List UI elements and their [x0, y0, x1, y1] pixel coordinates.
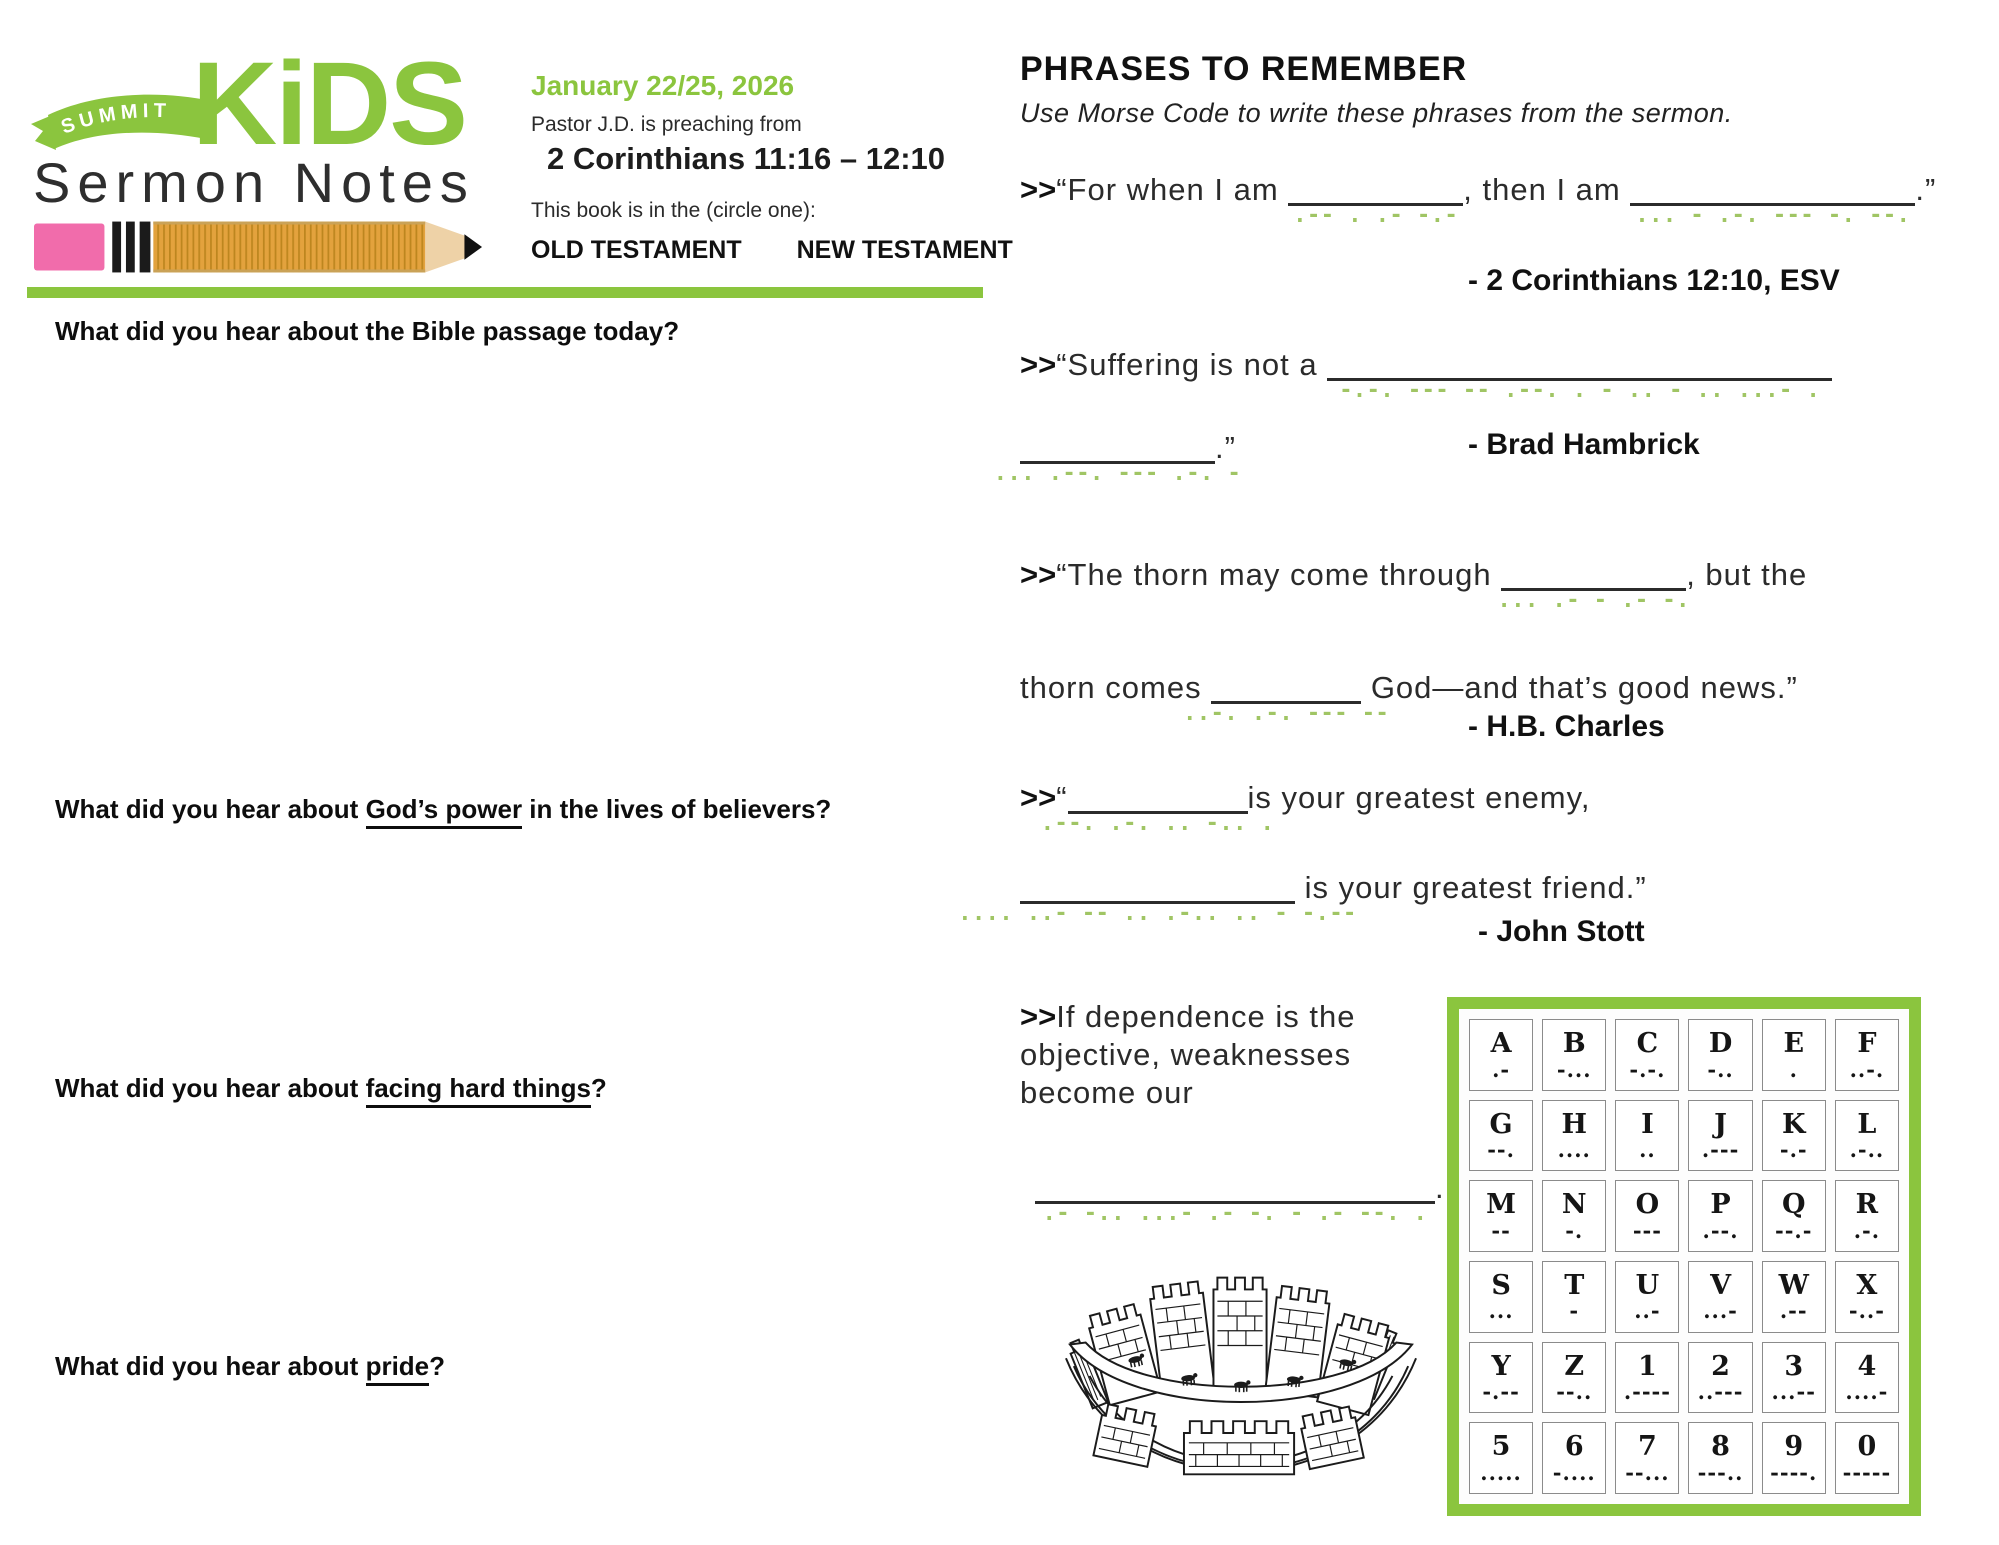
morse-cell-code: .---- — [1623, 1379, 1671, 1405]
logo-sermon-notes-subtitle: Sermon Notes — [33, 151, 475, 214]
morse-table-cell — [1835, 1261, 1899, 1333]
sermon-date: January 22/25, 2026 — [531, 70, 795, 101]
morse-cell-code: ... — [1488, 1298, 1514, 1324]
morse-table-cell — [1762, 1261, 1826, 1333]
morse-cell-character: 0 — [1857, 1431, 1877, 1463]
morse-table-cell — [1615, 1100, 1679, 1172]
question-gods-power: What did you hear about God’s power in the lives of believers? — [55, 794, 831, 825]
morse-code-table — [1447, 997, 1921, 1516]
morse-table-cell — [1469, 1180, 1533, 1252]
morse-table-cell — [1835, 1422, 1899, 1494]
morse-table-cell — [1542, 1342, 1606, 1414]
morse-cell-character: T — [1564, 1270, 1585, 1302]
fill-in-blank[interactable] — [1288, 175, 1463, 228]
morse-table-cell — [1469, 1422, 1533, 1494]
morse-table-cell — [1762, 1422, 1826, 1494]
morse-code-hint: .... ..- -- .. .-.. .. - -.-- — [958, 901, 1357, 926]
fill-in-blank[interactable] — [993, 433, 1242, 486]
morse-cell-character: 6 — [1564, 1431, 1584, 1463]
morse-table-cell — [1615, 1342, 1679, 1414]
morse-table-cell — [1542, 1100, 1606, 1172]
morse-cell-character: 9 — [1784, 1431, 1804, 1463]
chevron-marker: >> — [1020, 999, 1057, 1034]
morse-table-cell — [1835, 1180, 1899, 1252]
question-facing-hard-things: What did you hear about facing hard things? — [55, 1073, 607, 1104]
phrase-dependence-blank: .- -.. ...- .- -. - .- --. . . — [1035, 1168, 1445, 1208]
morse-cell-character: Z — [1564, 1350, 1585, 1382]
morse-cell-code: --.. — [1556, 1379, 1593, 1405]
morse-cell-code: ...-- — [1771, 1379, 1816, 1405]
question-pride: What did you hear about pride? — [55, 1351, 445, 1382]
fill-in-blank[interactable] — [1183, 673, 1390, 726]
morse-table-cell — [1469, 1019, 1533, 1091]
morse-cell-code: -.-- — [1482, 1379, 1520, 1405]
morse-cell-character: 4 — [1857, 1350, 1877, 1382]
morse-cell-character: L — [1857, 1108, 1877, 1140]
phrases-section-title: PHRASES TO REMEMBER — [1020, 50, 1468, 88]
scripture-passage: 2 Corinthians 11:16 – 12:10 — [547, 141, 946, 176]
morse-cell-code: - — [1569, 1298, 1580, 1324]
morse-cell-code: -.- — [1779, 1137, 1808, 1163]
header-divider-bar — [27, 287, 983, 298]
morse-cell-code: ..- — [1634, 1298, 1661, 1324]
morse-code-hint: .- -.. ...- .- -. - .- --. . — [1042, 1201, 1428, 1226]
morse-code-hint: .-- . .- -.- — [1293, 203, 1459, 228]
morse-cell-code: ----. — [1770, 1459, 1818, 1485]
morse-cell-character: M — [1486, 1189, 1517, 1221]
morse-table-cell — [1469, 1100, 1533, 1172]
morse-table-grid — [1469, 1019, 1899, 1494]
morse-table-cell — [1688, 1342, 1752, 1414]
chevron-marker: >> — [1020, 172, 1057, 207]
underlined-keyword: facing hard things — [366, 1073, 591, 1108]
morse-code-hint: ..-. .-. --- -- — [1183, 701, 1390, 726]
morse-cell-character: F — [1857, 1028, 1877, 1060]
morse-cell-character: E — [1783, 1028, 1805, 1060]
attribution-brad-hambrick: - Brad Hambrick — [1468, 428, 1700, 461]
morse-table-cell — [1835, 1100, 1899, 1172]
chevron-marker: >> — [1020, 557, 1057, 592]
morse-code-hint: ... .- - .- -. — [1497, 588, 1690, 613]
attribution-john-stott: - John Stott — [1478, 915, 1645, 948]
morse-code-hint: -.-. --- -- .--. . - .. - .. ...- . — [1339, 378, 1821, 403]
phrase-suffering-line1: >>“Suffering is not a -.-. --- -- .--. . - .. - .. ...- . — [1020, 345, 1832, 385]
morse-cell-code: .. — [1639, 1137, 1656, 1163]
morse-cell-code: -.-. — [1629, 1056, 1666, 1082]
morse-cell-code: ----- — [1842, 1459, 1892, 1485]
morse-cell-character: 5 — [1491, 1431, 1511, 1463]
morse-cell-code: --. — [1487, 1137, 1515, 1163]
morse-cell-character: 3 — [1784, 1350, 1804, 1382]
morse-cell-character: N — [1561, 1189, 1587, 1221]
morse-table-cell — [1762, 1180, 1826, 1252]
morse-table-cell — [1762, 1100, 1826, 1172]
morse-cell-code: --.- — [1775, 1217, 1813, 1243]
logo-kids-title: KiDS — [192, 38, 466, 170]
morse-cell-code: --... — [1625, 1459, 1670, 1485]
morse-cell-code: -. — [1565, 1217, 1584, 1243]
phrase-thorn-line1: >>“The thorn may come through ... .- - .- -. , but the — [1020, 557, 1808, 613]
morse-table-cell — [1615, 1422, 1679, 1494]
morse-cell-character: X — [1856, 1270, 1878, 1302]
morse-cell-code: ..-. — [1849, 1056, 1885, 1082]
morse-cell-code: -..- — [1848, 1298, 1885, 1324]
morse-cell-code: ..--- — [1697, 1379, 1744, 1405]
morse-cell-character: I — [1641, 1108, 1654, 1140]
ribbon-label: SUMMIT — [58, 99, 172, 139]
morse-cell-character: K — [1782, 1108, 1806, 1140]
morse-table-cell — [1542, 1180, 1606, 1252]
morse-cell-code: .- — [1492, 1056, 1511, 1082]
option-old-testament[interactable]: OLD TESTAMENT — [531, 236, 742, 264]
morse-table-cell — [1542, 1261, 1606, 1333]
morse-table-cell — [1688, 1100, 1752, 1172]
fill-in-blank[interactable] — [1040, 783, 1275, 836]
morse-code-hint: ... .--. --- .-. - — [993, 461, 1242, 486]
morse-cell-character: G — [1489, 1108, 1513, 1140]
morse-table-cell — [1688, 1180, 1752, 1252]
question-bible-passage: What did you hear about the Bible passage today? — [55, 316, 680, 346]
morse-cell-code: ....- — [1845, 1379, 1889, 1405]
phrases-section-instructions: Use Morse Code to write these phrases from the sermon. — [1020, 98, 1733, 128]
morse-table-cell — [1542, 1019, 1606, 1091]
morse-cell-code: .-- — [1779, 1298, 1808, 1324]
circle-one-label: This book is in the (circle one): — [531, 199, 816, 222]
morse-cell-character: Y — [1491, 1350, 1511, 1382]
morse-cell-code: -- — [1491, 1217, 1511, 1243]
morse-table-cell — [1762, 1342, 1826, 1414]
morse-cell-code: . — [1789, 1056, 1798, 1082]
morse-cell-character: 7 — [1638, 1431, 1657, 1463]
fill-in-blank[interactable] — [1497, 560, 1690, 613]
morse-table-cell — [1835, 1019, 1899, 1091]
testament-options — [531, 236, 1061, 265]
morse-cell-character: H — [1561, 1108, 1587, 1140]
phrase-weak-strong: >>“For when I am .-- . .- -.- , then I am ... - .-. --- -. --. .” — [1020, 172, 1937, 228]
chevron-marker: >> — [1020, 347, 1057, 382]
morse-cell-character: 2 — [1711, 1350, 1730, 1382]
phrase-friend-line2: .... ..- -- .. .-.. .. - -.-- is your greatest friend.” — [958, 870, 1647, 926]
preaching-label: Pastor J.D. is preaching from — [531, 113, 802, 136]
morse-cell-code: .--- — [1701, 1137, 1740, 1163]
attribution-corinthians: - 2 Corinthians 12:10, ESV — [1468, 264, 1840, 297]
morse-cell-character: W — [1778, 1270, 1809, 1302]
morse-table-cell — [1688, 1019, 1752, 1091]
morse-cell-code: ---.. — [1697, 1459, 1744, 1485]
phrase-dependence-text: >>If dependence is the objective, weaknesses become our — [1020, 999, 1356, 1110]
morse-table-cell — [1688, 1261, 1752, 1333]
morse-table-cell — [1542, 1422, 1606, 1494]
fill-in-blank[interactable] — [1630, 175, 1915, 228]
morse-table-cell — [1469, 1261, 1533, 1333]
morse-cell-code: .... — [1557, 1137, 1591, 1163]
option-new-testament[interactable]: NEW TESTAMENT — [796, 236, 1013, 264]
morse-cell-code: .-. — [1853, 1217, 1881, 1243]
morse-code-hint: .--. .-. .. -.. . — [1040, 811, 1275, 836]
morse-cell-code: -.... — [1552, 1459, 1596, 1485]
fill-in-blank[interactable] — [1035, 1173, 1435, 1226]
pencil-icon — [34, 221, 484, 273]
morse-cell-code: ..... — [1480, 1459, 1522, 1485]
morse-cell-character: R — [1855, 1189, 1879, 1221]
morse-cell-character: U — [1635, 1270, 1660, 1302]
underlined-keyword: God’s power — [366, 794, 523, 829]
morse-cell-character: D — [1708, 1028, 1733, 1060]
morse-cell-code: .-.. — [1849, 1137, 1885, 1163]
morse-cell-character: 8 — [1711, 1431, 1730, 1463]
phrase-suffering-line2: ... .--. --- .-. - .” — [993, 430, 1242, 486]
attribution-hb-charles: - H.B. Charles — [1468, 710, 1665, 743]
morse-table-cell — [1688, 1422, 1752, 1494]
morse-cell-character: 1 — [1638, 1350, 1657, 1382]
morse-cell-code: -... — [1556, 1056, 1592, 1082]
morse-cell-character: V — [1710, 1270, 1732, 1302]
phrase-enemy-line1: >>“ .--. .-. .. -.. . is your greatest enemy, — [1020, 780, 1591, 836]
morse-cell-character: P — [1710, 1189, 1731, 1221]
morse-cell-character: A — [1490, 1028, 1512, 1060]
chevron-marker: >> — [1020, 780, 1057, 815]
morse-cell-character: B — [1562, 1028, 1586, 1060]
morse-cell-code: --- — [1632, 1217, 1662, 1243]
morse-table-cell — [1762, 1019, 1826, 1091]
morse-cell-code: ...- — [1703, 1298, 1738, 1324]
morse-cell-character: C — [1636, 1028, 1659, 1060]
morse-cell-code: .--. — [1702, 1217, 1739, 1243]
morse-cell-character: S — [1491, 1270, 1511, 1302]
morse-cell-character: J — [1714, 1108, 1727, 1140]
morse-cell-character: Q — [1781, 1189, 1806, 1221]
morse-cell-character: O — [1635, 1189, 1660, 1221]
phrase-thorn-line2: thorn comes ..-. .-. --- -- God—and that’s good news.” — [1020, 670, 1798, 726]
morse-table-cell — [1615, 1019, 1679, 1091]
morse-code-hint: ... - .-. --- -. --. — [1635, 203, 1911, 228]
morse-table-cell — [1469, 1342, 1533, 1414]
morse-table-cell — [1835, 1342, 1899, 1414]
mural-crown-illustration — [1063, 1256, 1419, 1492]
underlined-keyword: pride — [366, 1351, 430, 1386]
morse-table-cell — [1615, 1180, 1679, 1252]
morse-table-cell — [1615, 1261, 1679, 1333]
morse-cell-code: -.. — [1707, 1056, 1734, 1082]
